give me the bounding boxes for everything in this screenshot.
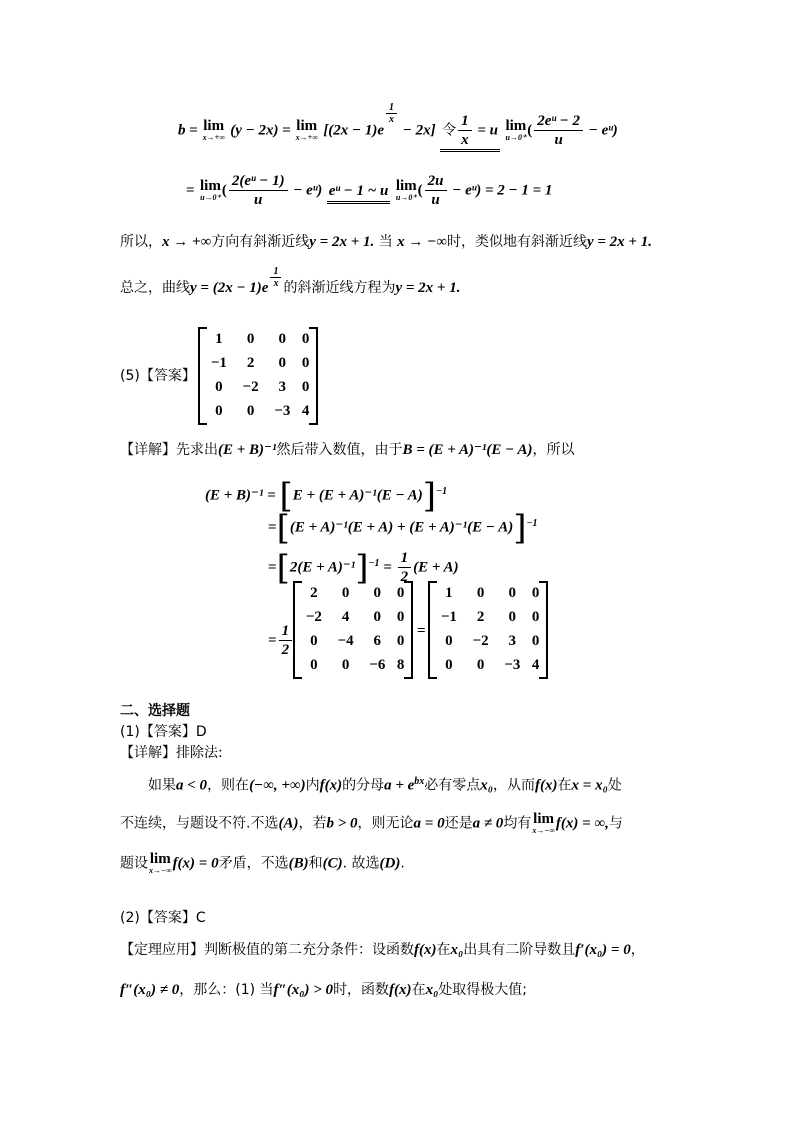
lim-operator: lim u→0⁺	[200, 178, 221, 202]
text: 当	[374, 234, 398, 250]
conclusion-line	[120, 266, 461, 298]
math: =	[268, 519, 277, 536]
matrix-cell: 0	[341, 656, 350, 673]
exponent-fraction: $\frac{1}{x}$	[386, 102, 397, 125]
math: [(2x − 1)e	[323, 122, 385, 139]
matrix-cell: −6	[369, 656, 386, 673]
matrix-cell: 0	[301, 330, 310, 347]
matrix-cell: 0	[301, 378, 310, 395]
equation-row-2: $=[(E + A)^{-1}(E + A) + (E + A)^{-1}(E - A)]^{-1}$	[268, 507, 538, 548]
math: − eᵘ)	[585, 122, 618, 139]
math: (E + B)⁻¹	[218, 442, 277, 458]
lim-operator: lim x→−∞	[532, 811, 555, 835]
matrix-cell: 0	[246, 402, 255, 419]
answer-matrix	[198, 327, 318, 425]
section-title: 二、选择题	[120, 703, 190, 719]
matrix-cell: −3	[274, 402, 291, 419]
matrix-cell: −2	[242, 378, 259, 395]
matrix-a	[293, 581, 413, 679]
math: y = 2x + 1.	[395, 280, 461, 296]
fraction: $\frac{\text{2(eᵘ − 1)}}{u}$	[229, 172, 288, 209]
math: y = (2x − 1)e	[190, 280, 269, 296]
matrix-cell: −4	[337, 632, 354, 649]
detail-5	[120, 440, 574, 460]
matrix-cell: 0	[531, 608, 540, 625]
text: 方向有斜渐近线	[211, 234, 310, 250]
math: − eᵘ) = 2 − 1 = 1	[448, 182, 553, 199]
answer-1: (1)【答案】D	[120, 724, 207, 740]
limit-line-2: = lim u→0⁺ ( $\frac{\text{2(eᵘ − 1)}}{u}$ − eᵘ) eᵘ − 1 ~ u lim u→0⁺ ( $\frac{2u}{u}$ − eᵘ) = 2 − 1 = 1	[186, 173, 553, 208]
matrix-cell: 0	[531, 584, 540, 601]
math: 2(E + A)⁻¹	[289, 559, 356, 576]
text: 时，类似地有斜渐近线	[446, 234, 587, 250]
math: x → +∞	[162, 234, 212, 250]
matrix-cell: 0	[445, 656, 453, 673]
lim-operator: lim x→+∞	[202, 118, 225, 142]
matrix-cell: 0	[215, 402, 223, 419]
fraction: $\frac{\text{2eᵘ − 2}}{u}$	[534, 112, 583, 149]
matrix-cell: −1	[210, 354, 227, 371]
equation-row-1: $(E + B)^{-1} = [E + (E + A)^{-1}(E - A)]^{-1}$	[205, 475, 448, 516]
text: 总之，曲线	[120, 280, 190, 296]
matrix-cell: −1	[440, 608, 457, 625]
limit-line-1: b = lim x→+∞ (y − 2x) = lim x→+∞ [(2x − 1)e $\frac{1}{x}$ − 2x] 令 $\frac{1}{x}$ = u lim u→0⁺ ( $\frac{\text{2eᵘ − 2}}{u}$ − eᵘ)	[178, 112, 618, 152]
matrix-row	[203, 351, 313, 375]
matrix-cell: −3	[504, 656, 521, 673]
math: (E + B)⁻¹ =	[205, 487, 280, 504]
matrix-cell: 0	[396, 608, 405, 625]
math: b	[178, 122, 186, 139]
math: (E + A)⁻¹(E + A) + (E + A)⁻¹(E − A)	[289, 519, 514, 536]
matrix-cell: 0	[278, 330, 287, 347]
matrix-cell: 4	[341, 608, 350, 625]
paragraph-2: 不连续，与题设不符.不选(A)，若b > 0，则无论a = 0还是a ≠ 0均有 lim x→−∞ f(x) = ∞,与	[120, 811, 623, 835]
math: B = (E + A)⁻¹(E − A)	[402, 442, 533, 458]
matrix-cell: −2	[472, 632, 489, 649]
matrix-cell: 0	[278, 354, 287, 371]
matrix-row	[203, 375, 313, 399]
equals-sign: =	[417, 623, 426, 639]
matrix-cell: 3	[508, 632, 517, 649]
lim-operator: lim u→0⁺	[505, 118, 527, 142]
equation-row-3: $=[2(E + A)^{-1}]^{-1}$ = $\frac{1}{2}$ (E + A)	[268, 547, 459, 588]
matrix-cell: 0	[301, 354, 310, 371]
math: =	[278, 122, 295, 139]
lim-operator: lim x→+∞	[295, 118, 318, 142]
matrix-cell: 0	[341, 584, 350, 601]
exponent-fraction: $\frac{1}{x}$	[270, 266, 281, 289]
math: −1	[526, 518, 538, 529]
fraction: $\frac{2u}{u}$	[425, 172, 447, 209]
matrix-cell: 0	[373, 584, 382, 601]
matrix-cell: 4	[301, 402, 310, 419]
math: E + (E + A)⁻¹(E − A)	[292, 487, 423, 504]
matrix-row	[433, 653, 543, 677]
lim-operator: lim u→0⁺	[395, 178, 417, 202]
matrix-cell: 0	[445, 632, 453, 649]
math: −1	[436, 486, 448, 497]
matrix-row	[298, 605, 408, 629]
equivalence-note: eᵘ − 1 ~ u	[327, 181, 391, 204]
math: =	[185, 122, 202, 139]
matrix-cell: 0	[531, 632, 540, 649]
paragraph-3: 题设 lim x→−∞ f(x) = 0矛盾，不选(B)和(C). 故选(D).	[120, 851, 405, 875]
text: 的斜渐近线方程为	[283, 280, 396, 296]
matrix-cell: 0	[310, 632, 318, 649]
fraction: $\frac{1}{2}$	[279, 622, 293, 659]
fraction: $\frac{1}{2}$	[398, 549, 412, 586]
math: x → −∞	[397, 234, 447, 250]
detail-1-heading: 【详解】排除法:	[120, 745, 223, 761]
theorem-line-1: 【定理应用】判断极值的第二充分条件：设函数f(x)在x₀出具有二阶导数且f′(x₀) = 0，	[120, 942, 645, 958]
matrix-cell: 2	[246, 354, 255, 371]
matrix-cell: 2	[476, 608, 485, 625]
matrix-b	[428, 581, 548, 679]
answer-5-label: (5)【答案】	[120, 368, 196, 384]
math: =	[379, 559, 396, 576]
matrix-cell: 2	[310, 584, 318, 601]
text: 【详解】先求出	[120, 442, 218, 458]
math: −1	[368, 557, 380, 569]
matrix-cell: 0	[396, 584, 405, 601]
math: =	[268, 559, 277, 576]
math: y = 2x + 1.	[586, 234, 652, 250]
matrix-cell: 0	[508, 584, 517, 601]
matrix-cell: 1	[215, 330, 223, 347]
matrix-cell: 0	[508, 608, 517, 625]
matrix-row	[203, 327, 313, 351]
text: 所以，	[120, 234, 162, 250]
matrix-cell: 0	[310, 656, 318, 673]
matrix-cell: 6	[373, 632, 382, 649]
substitution-note: 令 $\frac{1}{x}$ = u	[440, 112, 500, 152]
asymptote-line	[120, 232, 652, 252]
math: (E + A)	[413, 559, 459, 576]
matrix-cell: 1	[445, 584, 453, 601]
matrix-cell: 0	[246, 330, 255, 347]
paragraph-1: 如果a < 0，则在(−∞, +∞)内f(x)的分母$a + e^{bx}$必有零点x₀，从而f(x)在x = x₀处	[148, 776, 622, 794]
matrix-cell: −2	[305, 608, 322, 625]
matrix-cell: 4	[531, 656, 540, 673]
lim-operator: lim x→−∞	[149, 851, 172, 875]
matrix-cell: 3	[278, 378, 287, 395]
matrix-cell: 0	[373, 608, 382, 625]
math: =	[186, 182, 195, 199]
math: =	[268, 632, 277, 649]
matrix-row	[298, 653, 408, 677]
matrix-row	[203, 399, 313, 423]
math: (y − 2x)	[230, 122, 279, 139]
matrix-cell: 0	[476, 656, 485, 673]
matrix-cell: 0	[215, 378, 223, 395]
matrix-row	[433, 629, 543, 653]
answer-2: (2)【答案】C	[120, 910, 206, 926]
matrix-cell: 0	[396, 632, 405, 649]
math: − eᵘ)	[289, 182, 323, 199]
matrix-row	[298, 581, 408, 605]
matrix-cell: 0	[476, 584, 485, 601]
text: 然后带入数值，由于	[276, 442, 403, 458]
equation-row-4	[268, 622, 294, 659]
text: ，所以	[532, 442, 575, 458]
matrix-cell: 8	[396, 656, 405, 673]
fraction: $\frac{1}{x}$	[458, 112, 472, 149]
theorem-line-2: f″(x₀) ≠ 0，那么：(1) 当f″(x₀) > 0时，函数f(x)在x₀处取得极大值;	[120, 982, 528, 998]
matrix-row	[298, 629, 408, 653]
matrix-row	[433, 581, 543, 605]
math: y = 2x + 1.	[309, 234, 375, 250]
math: − 2x]	[399, 122, 436, 139]
matrix-row	[433, 605, 543, 629]
